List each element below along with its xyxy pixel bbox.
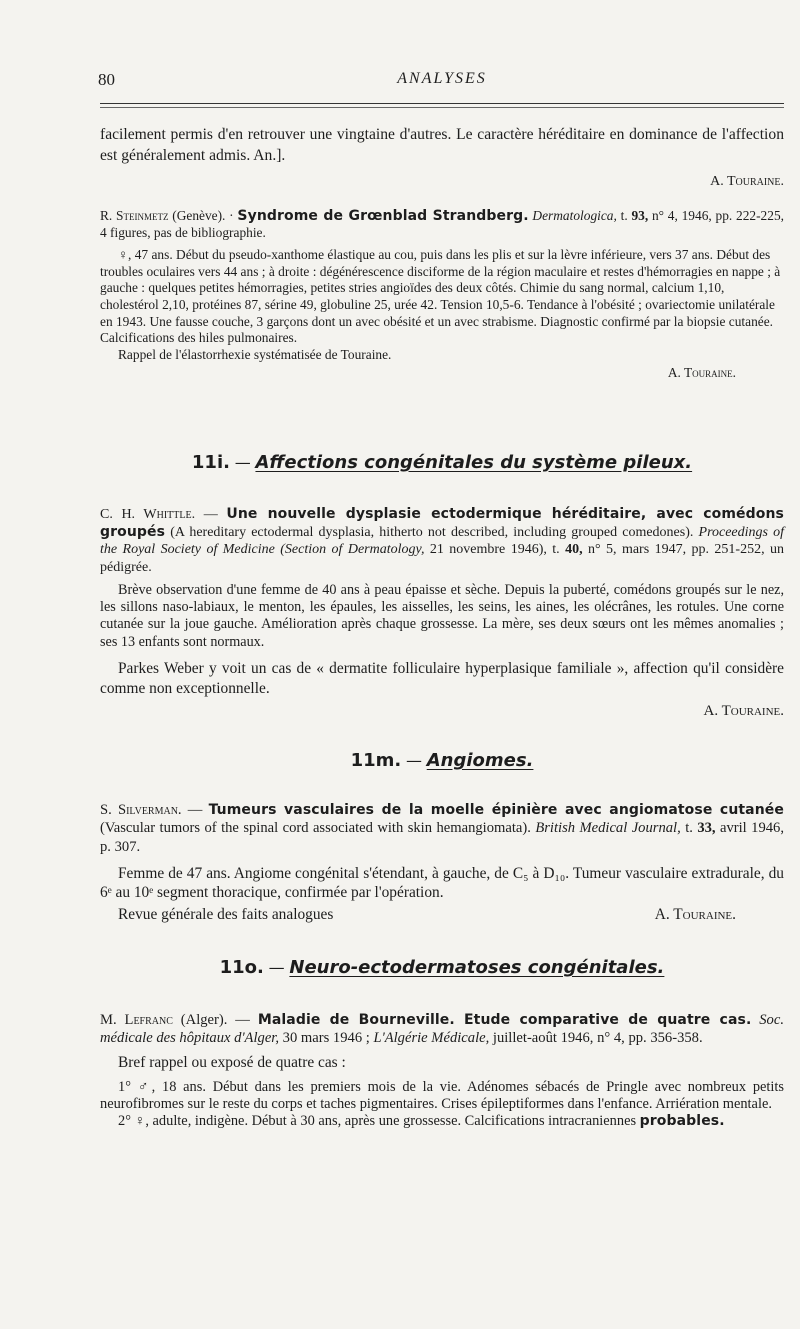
journal-name: Proceedings of the Royal Society of Medicine (Section of Dermatology, [100,524,784,557]
section-number: 11i. [191,452,230,473]
section-heading [100,452,784,474]
case-2-bold: probables. [639,1113,725,1130]
running-title: ANALYSES [397,70,487,87]
section-heading [100,750,784,772]
section-dash: — [268,958,285,977]
author-location: (Genève). · [168,208,238,223]
intro-paragraph: facilement permis d'en retrouver une vingtaine d'autres. Le caractère héréditaire en dominance de l'affection est généralement admis. An.]. [100,126,784,164]
page-header [100,70,784,94]
article-author: M. Lefranc [100,1012,173,1028]
article-header [100,506,784,576]
ref-part: 21 novembre 1946), t. [424,542,566,557]
ref-part: juillet-août 1946, n° 4, pp. 356-358. [489,1029,703,1046]
article-title: Maladie de Bourneville. Etude comparative de quatre cas. [257,1012,752,1028]
article-author: S. Silverman. [100,802,182,818]
section-dash: — [405,751,422,770]
journal-name: Dermatologica, [528,208,617,223]
section-heading-11i [100,452,784,474]
article-signature: A. Touraine. [654,906,736,924]
journal-name-2: L'Algérie Médicale, [373,1029,490,1046]
case-2-text: 2° ♀, adulte, indigène. Début à 30 ans, après une grossesse. Calcifications intracraniennes [118,1113,640,1130]
article-intro: Bref rappel ou exposé de quatre cas : [118,1054,346,1072]
volume: 40, [565,542,583,557]
ref-part: 30 mars 1946 ; [279,1029,374,1046]
revue-line [100,906,784,927]
section-heading-11o [100,957,784,979]
article-revue: Revue générale des faits analogues [118,906,334,924]
article-rappel: Rappel de l'élastorrhexie systématisée de Touraine. [118,346,392,362]
section-heading [100,957,784,979]
article-author: R. Steinmetz [100,208,169,223]
article-subtitle: (A hereditary ectodermal dysplasia, hitherto not described, including grouped comedones). [165,524,699,540]
author-location: (Alger). — [172,1012,258,1028]
intro-block [100,124,784,190]
volume: 93, [631,208,649,223]
article-title: Tumeurs vasculaires de la moelle épinière avec angiomatose cutanée [208,802,784,818]
article-body: ♀, 47 ans. Début du pseudo-xanthome élastique au cou, puis dans les plis et sur la lèvre inférieure, vers 37 ans. Début des troubles oculaires vers 44 ans ; à droite : dégénérescence disciforme de la région maculaire et restes d'hémorragies en nappe ; à gauche : quelques petites hémorragies, petites stries angioïdes des deux côtés. Chimie du sang normal, calcium 1,10, cholestérol 2,10, protéines 87, sérine 49, globuline 25, urée 42. Tension 10,5-6. Tendance à l'obésité ; ovariectomie unilatérale en 1943. Une fausse couche, 3 garçons dont un avec obésité et un avec strabisme. Diagnostic confirmé par la biopsie cutanée. Calcifications des hiles pulmonaires. [100,247,781,346]
ref-part: n° 4, 1946, pp. 222-225, 4 figures, pas de bibliographie. [100,208,784,240]
section-title: Affections congénitales du système pileux. [255,452,693,473]
intro-signature: A. Touraine. [710,174,784,189]
article-author: C. H. Whittle. [100,507,196,522]
article-body: Femme de 47 ans. Angiome congénital s'étendant, à gauche, de C₅ à D₁₀. Tumeur vasculaire extradurale, du 6ᵉ au 10ᵉ segment thoracique, confirmée par l'opération. [100,865,784,902]
header-rule-thin [100,107,784,108]
article-steinmetz [100,208,784,382]
section-number: 11o. [219,957,264,978]
ref-part: n° 5, mars 1947, pp. 251-252, un pédigrée. [100,542,785,575]
case-1: 1° ♂, 18 ans. Début dans les premiers mois de la vie. Adénomes sébacés de Pringle avec nombreux petits neurofibromes sur le reste du corps et taches pigmentaires. Crises épileptiformes dans l'enfance. Arriération mentale. [100,1079,784,1113]
article-header [100,208,784,241]
section-heading-11m [100,750,784,772]
section-number: 11m. [350,750,402,771]
header-rule [100,103,784,104]
article-header [100,801,784,856]
article-subtitle: (Vascular tumors of the spinal cord associated with skin hemangiomata). [100,820,536,837]
article-signature: A. Touraine. [703,702,784,719]
section-dash: — [234,453,251,472]
case-2 [100,1113,784,1130]
article-signature: A. Touraine. [667,365,736,381]
section-title: Angiomes. [426,750,534,771]
ref-part: t. [616,208,632,223]
title-dash: — [195,507,227,522]
article-whittle [100,506,784,720]
article-comment: Parkes Weber y voit un cas de « dermatite folliculaire hyperplasique familiale », affection qu'il considère comme non exceptionnelle. [100,659,784,697]
article-body: Brève observation d'une femme de 40 ans à peau épaisse et sèche. Depuis la puberté, comédons groupés sur le nez, les sillons naso-labiaux, le menton, les épaules, les aisselles, les seins, les aines, les olécrânes, les rotules. Une corne cutanée sur la joue gauche. Amélioration après chaque grossesse. La mère, ses deux sœurs ont les mêmes anomalies ; ses 13 enfants sont normaux. [100,582,784,650]
article-title: Syndrome de Grœnblad Strandberg. [237,208,529,224]
ref-part: t. [680,820,698,837]
article-silverman [100,801,784,927]
page-number: 80 [98,70,115,89]
article-header [100,1012,784,1047]
ref-part: avril 1946, p. 307. [100,820,784,855]
article-title: Une nouvelle dysplasie ectodermique héréditaire, avec comédons groupés [100,506,784,540]
journal-name: Soc. médicale des hôpitaux d'Alger, [100,1012,784,1046]
journal-name: British Medical Journal, [535,820,681,837]
section-title: Neuro-ectodermatoses congénitales. [289,957,665,978]
article-lefranc [100,1012,784,1130]
title-dash: — [181,802,209,818]
volume: 33, [697,820,716,837]
